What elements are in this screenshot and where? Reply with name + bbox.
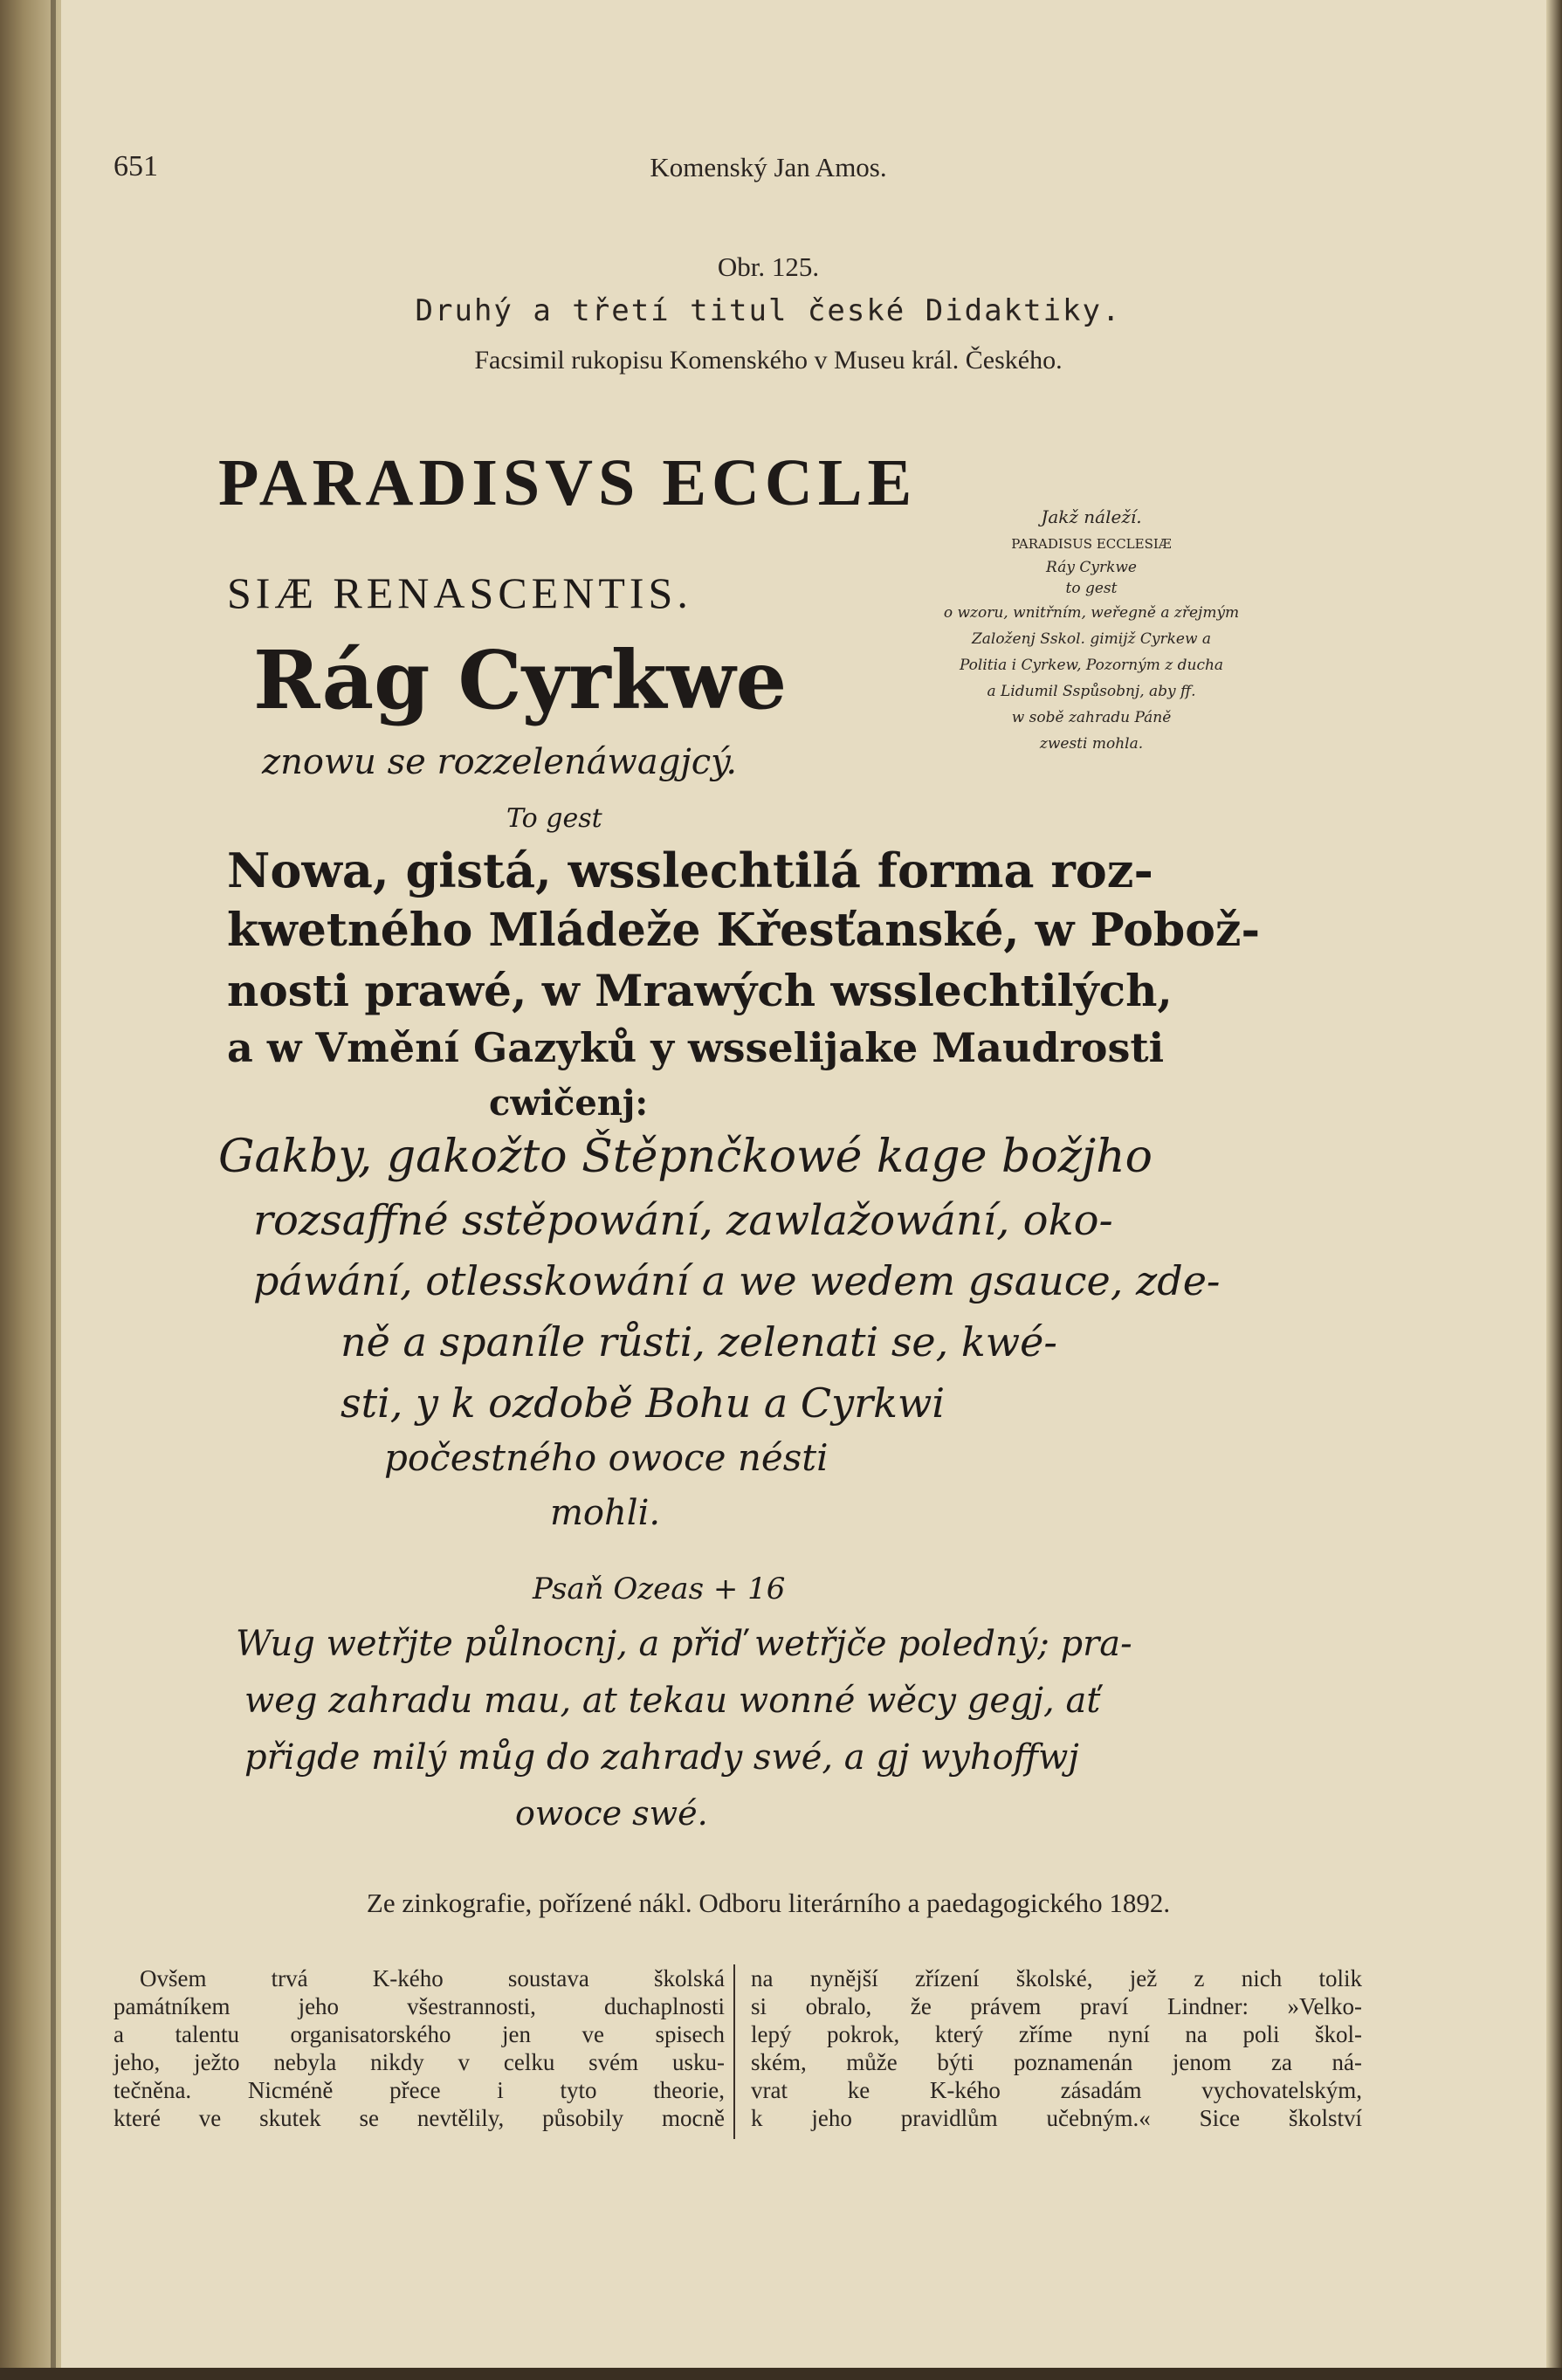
marginal-note-line: zwesti mohla. bbox=[1039, 735, 1144, 753]
manuscript-main-line: Nowa, gistá, wsslechtilá forma roz- bbox=[227, 843, 1153, 898]
page-number: 651 bbox=[114, 150, 158, 182]
manuscript-script-line: sti, y k ozdobě Bohu a Cyrkwi bbox=[341, 1379, 946, 1427]
marginal-note-line: Jakž náleží. bbox=[1041, 506, 1142, 527]
column-divider bbox=[733, 1964, 735, 2139]
marginal-note-line: Založenj Sskol. gimijž Cyrkew a bbox=[971, 630, 1212, 648]
manuscript-script-line: Gakby, gakožto Štěpnčkowé kage božjho bbox=[218, 1131, 1153, 1183]
manuscript-script-line: mohli. bbox=[550, 1493, 661, 1533]
page-right-edge bbox=[1546, 0, 1562, 2380]
marginal-note-line: o wzoru, wnitřním, weřegně a zřejmým bbox=[943, 604, 1240, 622]
body-text-line: na nynější zřízení školské, jež z nich tolik bbox=[751, 1965, 1362, 1991]
manuscript-title-line1: PARADISVS ECCLE bbox=[218, 446, 918, 519]
marginal-note-line: to gest bbox=[1065, 580, 1118, 597]
figure-number: Obr. 125. bbox=[717, 251, 820, 282]
manuscript-main-line: kwetného Mládeže Křesťanské, w Pobož- bbox=[227, 904, 1261, 957]
figure-source-note: Ze zinkografie, pořízené nákl. Odboru literárního a paedagogického 1892. bbox=[366, 1888, 1171, 1918]
body-text-line: lepý pokrok, který zříme nyní na poli škol- bbox=[751, 2021, 1362, 2047]
manuscript-main-line: cwičenj: bbox=[489, 1083, 649, 1124]
marginal-note-line: a Lidumil Sspůsobnj, aby ff. bbox=[987, 683, 1196, 700]
marginal-note-line: PARADISUS ECCLESIÆ bbox=[1011, 536, 1172, 552]
manuscript-scripture-ref: Psaň Ozeas + 16 bbox=[533, 1572, 786, 1606]
body-text-line: které ve skutek se nevtělily, působily mocně bbox=[114, 2105, 725, 2131]
manuscript-facsimile bbox=[201, 419, 1292, 1868]
marginal-note bbox=[908, 506, 1275, 794]
body-text-line: jeho, ježto nebyla nikdy v celku svém usku- bbox=[114, 2049, 725, 2075]
manuscript-script-line: ně a spaníle růsti, zelenati se, kwé- bbox=[341, 1318, 1057, 1365]
marginal-note-line: Ráy Cyrkwe bbox=[1046, 559, 1137, 576]
manuscript-title-line2: SIÆ RENASCENTIS. bbox=[227, 568, 692, 617]
binding-shadow bbox=[51, 0, 56, 2380]
figure-title: Druhý a třetí titul české Didaktiky. bbox=[415, 293, 1122, 328]
manuscript-script-line: rozsaffné sstěpowání, zawlažowání, oko- bbox=[253, 1196, 1113, 1245]
manuscript-main-line: nosti prawé, w Mrawých wsslechtilých, bbox=[227, 965, 1173, 1016]
manuscript-czech-subtitle: znowu se rozzelenáwagjcý. bbox=[262, 742, 738, 782]
manuscript-quote-line: přigde milý můg do zahrady swé, a gj wyhoffwj bbox=[244, 1737, 1079, 1778]
manuscript-czech-title: Rág Cyrkwe bbox=[253, 633, 788, 727]
running-title: Komenský Jan Amos. bbox=[650, 152, 887, 182]
body-text-line: vrat ke K-kého zásadám vychovatelským, bbox=[751, 2077, 1362, 2103]
marginal-note-line: w sobě zahradu Páně bbox=[1011, 709, 1172, 726]
body-text-line: a talentu organisatorského jen ve spisech bbox=[114, 2021, 725, 2047]
body-text-line: památníkem jeho všestrannosti, duchaplnosti bbox=[114, 1993, 725, 2019]
body-text-line: tečněna. Nicméně přece i tyto theorie, bbox=[114, 2077, 725, 2103]
manuscript-to-gest: To gest bbox=[506, 803, 602, 834]
manuscript-script-line: počestného owoce nésti bbox=[384, 1436, 829, 1479]
manuscript-main-line: a w Vmění Gazyků y wsselijake Maudrosti bbox=[227, 1024, 1165, 1071]
body-text-line: ském, může býti poznamenán jenom za ná- bbox=[751, 2049, 1362, 2075]
body-column-right bbox=[751, 1964, 1362, 2132]
manuscript-quote-line: owoce swé. bbox=[515, 1794, 708, 1833]
body-text-line: k jeho pravidlům učebným.« Sice školství bbox=[751, 2105, 1362, 2131]
body-text-line: Ovšem trvá K-kého soustava školská bbox=[140, 1965, 725, 1991]
manuscript-quote-line: Wug wetřjte půlnocnj, a přiď wetřjče poledný; pra- bbox=[236, 1624, 1132, 1664]
page-bottom-edge bbox=[0, 2368, 1562, 2380]
marginal-note-line: Politia i Cyrkew, Pozorným z ducha bbox=[959, 657, 1224, 674]
figure-subtitle: Facsimil rukopisu Komenského v Museu král. Českého. bbox=[474, 346, 1063, 375]
body-text-line: si obralo, že právem praví Lindner: »Velko- bbox=[751, 1993, 1362, 2019]
manuscript-script-line: páwání, otlesskowání a we wedem gsauce, zde- bbox=[253, 1257, 1221, 1304]
running-head bbox=[114, 150, 1423, 194]
body-column-left bbox=[114, 1964, 725, 2132]
manuscript-quote-line: weg zahradu mau, at tekau wonné wěcy gegj, ať bbox=[244, 1681, 1101, 1721]
